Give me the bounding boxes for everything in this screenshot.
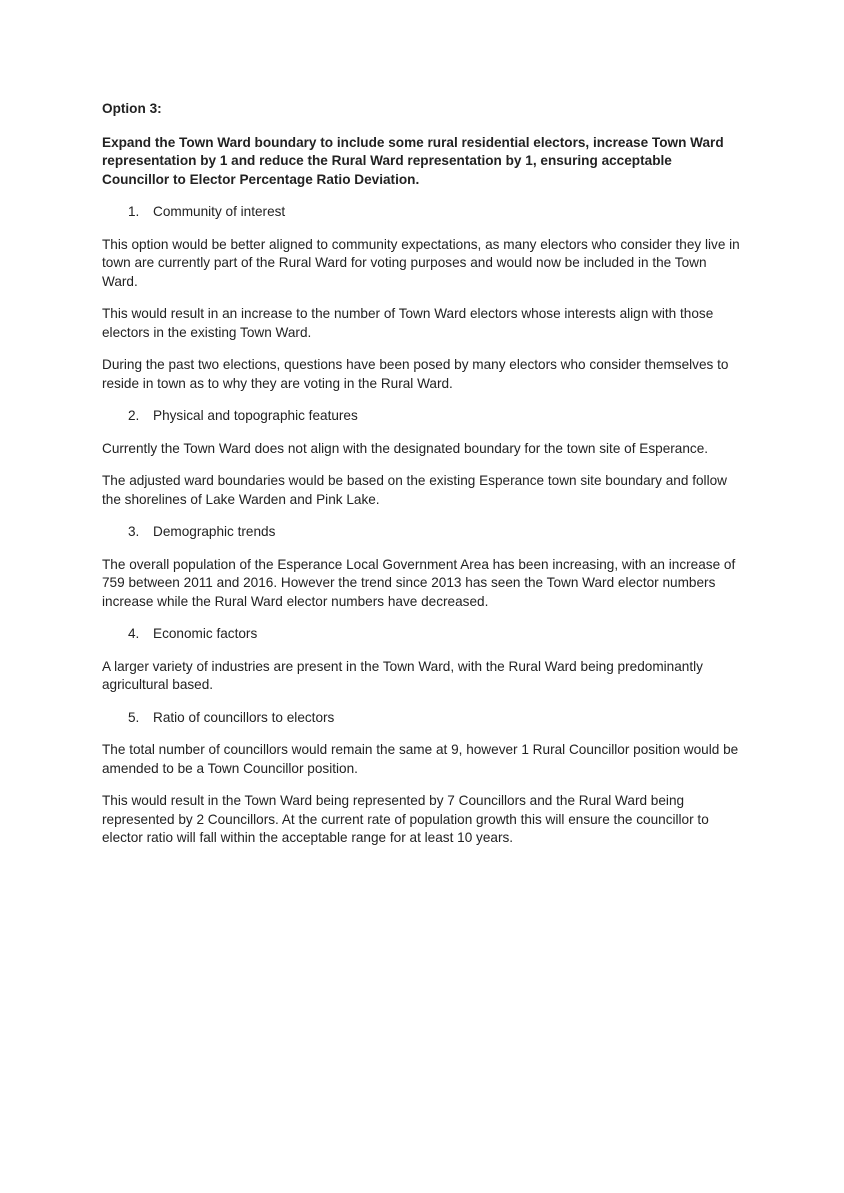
section-title: Demographic trends [153, 524, 276, 539]
section-heading-demographic-trends [102, 523, 742, 542]
section-number: 3. [128, 524, 140, 539]
paragraph: This would result in an increase to the number of Town Ward electors whose interests align with those electors in the existing Town Ward. [102, 306, 714, 340]
paragraph: The total number of councillors would remain the same at 9, however 1 Rural Councillor position would be amended to be a Town Councillor position. [102, 742, 739, 776]
section-title: Ratio of councillors to electors [153, 709, 335, 725]
section-number: 1. [128, 204, 140, 219]
section-heading-ratio-councillors-electors [102, 709, 742, 728]
paragraph: Currently the Town Ward does not align with the designated boundary for the town site of Esperance. [102, 440, 709, 456]
section-number: 2. [128, 408, 140, 423]
paragraph: The adjusted ward boundaries would be based on the existing Esperance town site boundary and follow the shorelines of Lake Warden and Pink Lake. [102, 473, 727, 507]
paragraph: A larger variety of industries are present in the Town Ward, with the Rural Ward being predominantly agricultural based. [102, 658, 703, 692]
paragraph: This option would be better aligned to community expectations, as many electors who consider they live in town are currently part of the Rural Ward for voting purposes and would now be included in the Town Ward. [102, 236, 740, 289]
section-heading-economic-factors [102, 625, 742, 644]
section-number: 5. [128, 709, 140, 725]
section-heading-physical-topographic [102, 407, 742, 426]
option-heading: Option 3: [102, 101, 162, 116]
section-heading-community-of-interest [102, 203, 742, 222]
option-summary: Expand the Town Ward boundary to include some rural residential electors, increase Town Ward representation by 1 and reduce the Rural Ward representation by 1, ensuring acceptable Councillor to Elector Percentage Ratio Deviation. [102, 134, 724, 187]
paragraph: The overall population of the Esperance Local Government Area has been increasing, with an increase of 759 between 2011 and 2016. However the trend since 2013 has seen the Town Ward elector numbers increase while the Rural Ward elector numbers have decreased. [102, 556, 736, 609]
paragraph: This would result in the Town Ward being represented by 7 Councillors and the Rural Ward being represented by 2 Councillors. At the current rate of population growth this will ensure the councillor to elector ratio will fall within the acceptable range for at least 10 years. [102, 793, 709, 845]
section-title: Economic factors [153, 626, 258, 641]
document-body [102, 100, 742, 862]
section-title: Community of interest [153, 204, 286, 219]
section-number: 4. [128, 626, 140, 641]
paragraph: During the past two elections, questions have been posed by many electors who consider themselves to reside in town as to why they are voting in the Rural Ward. [102, 357, 729, 391]
section-title: Physical and topographic features [153, 408, 358, 423]
